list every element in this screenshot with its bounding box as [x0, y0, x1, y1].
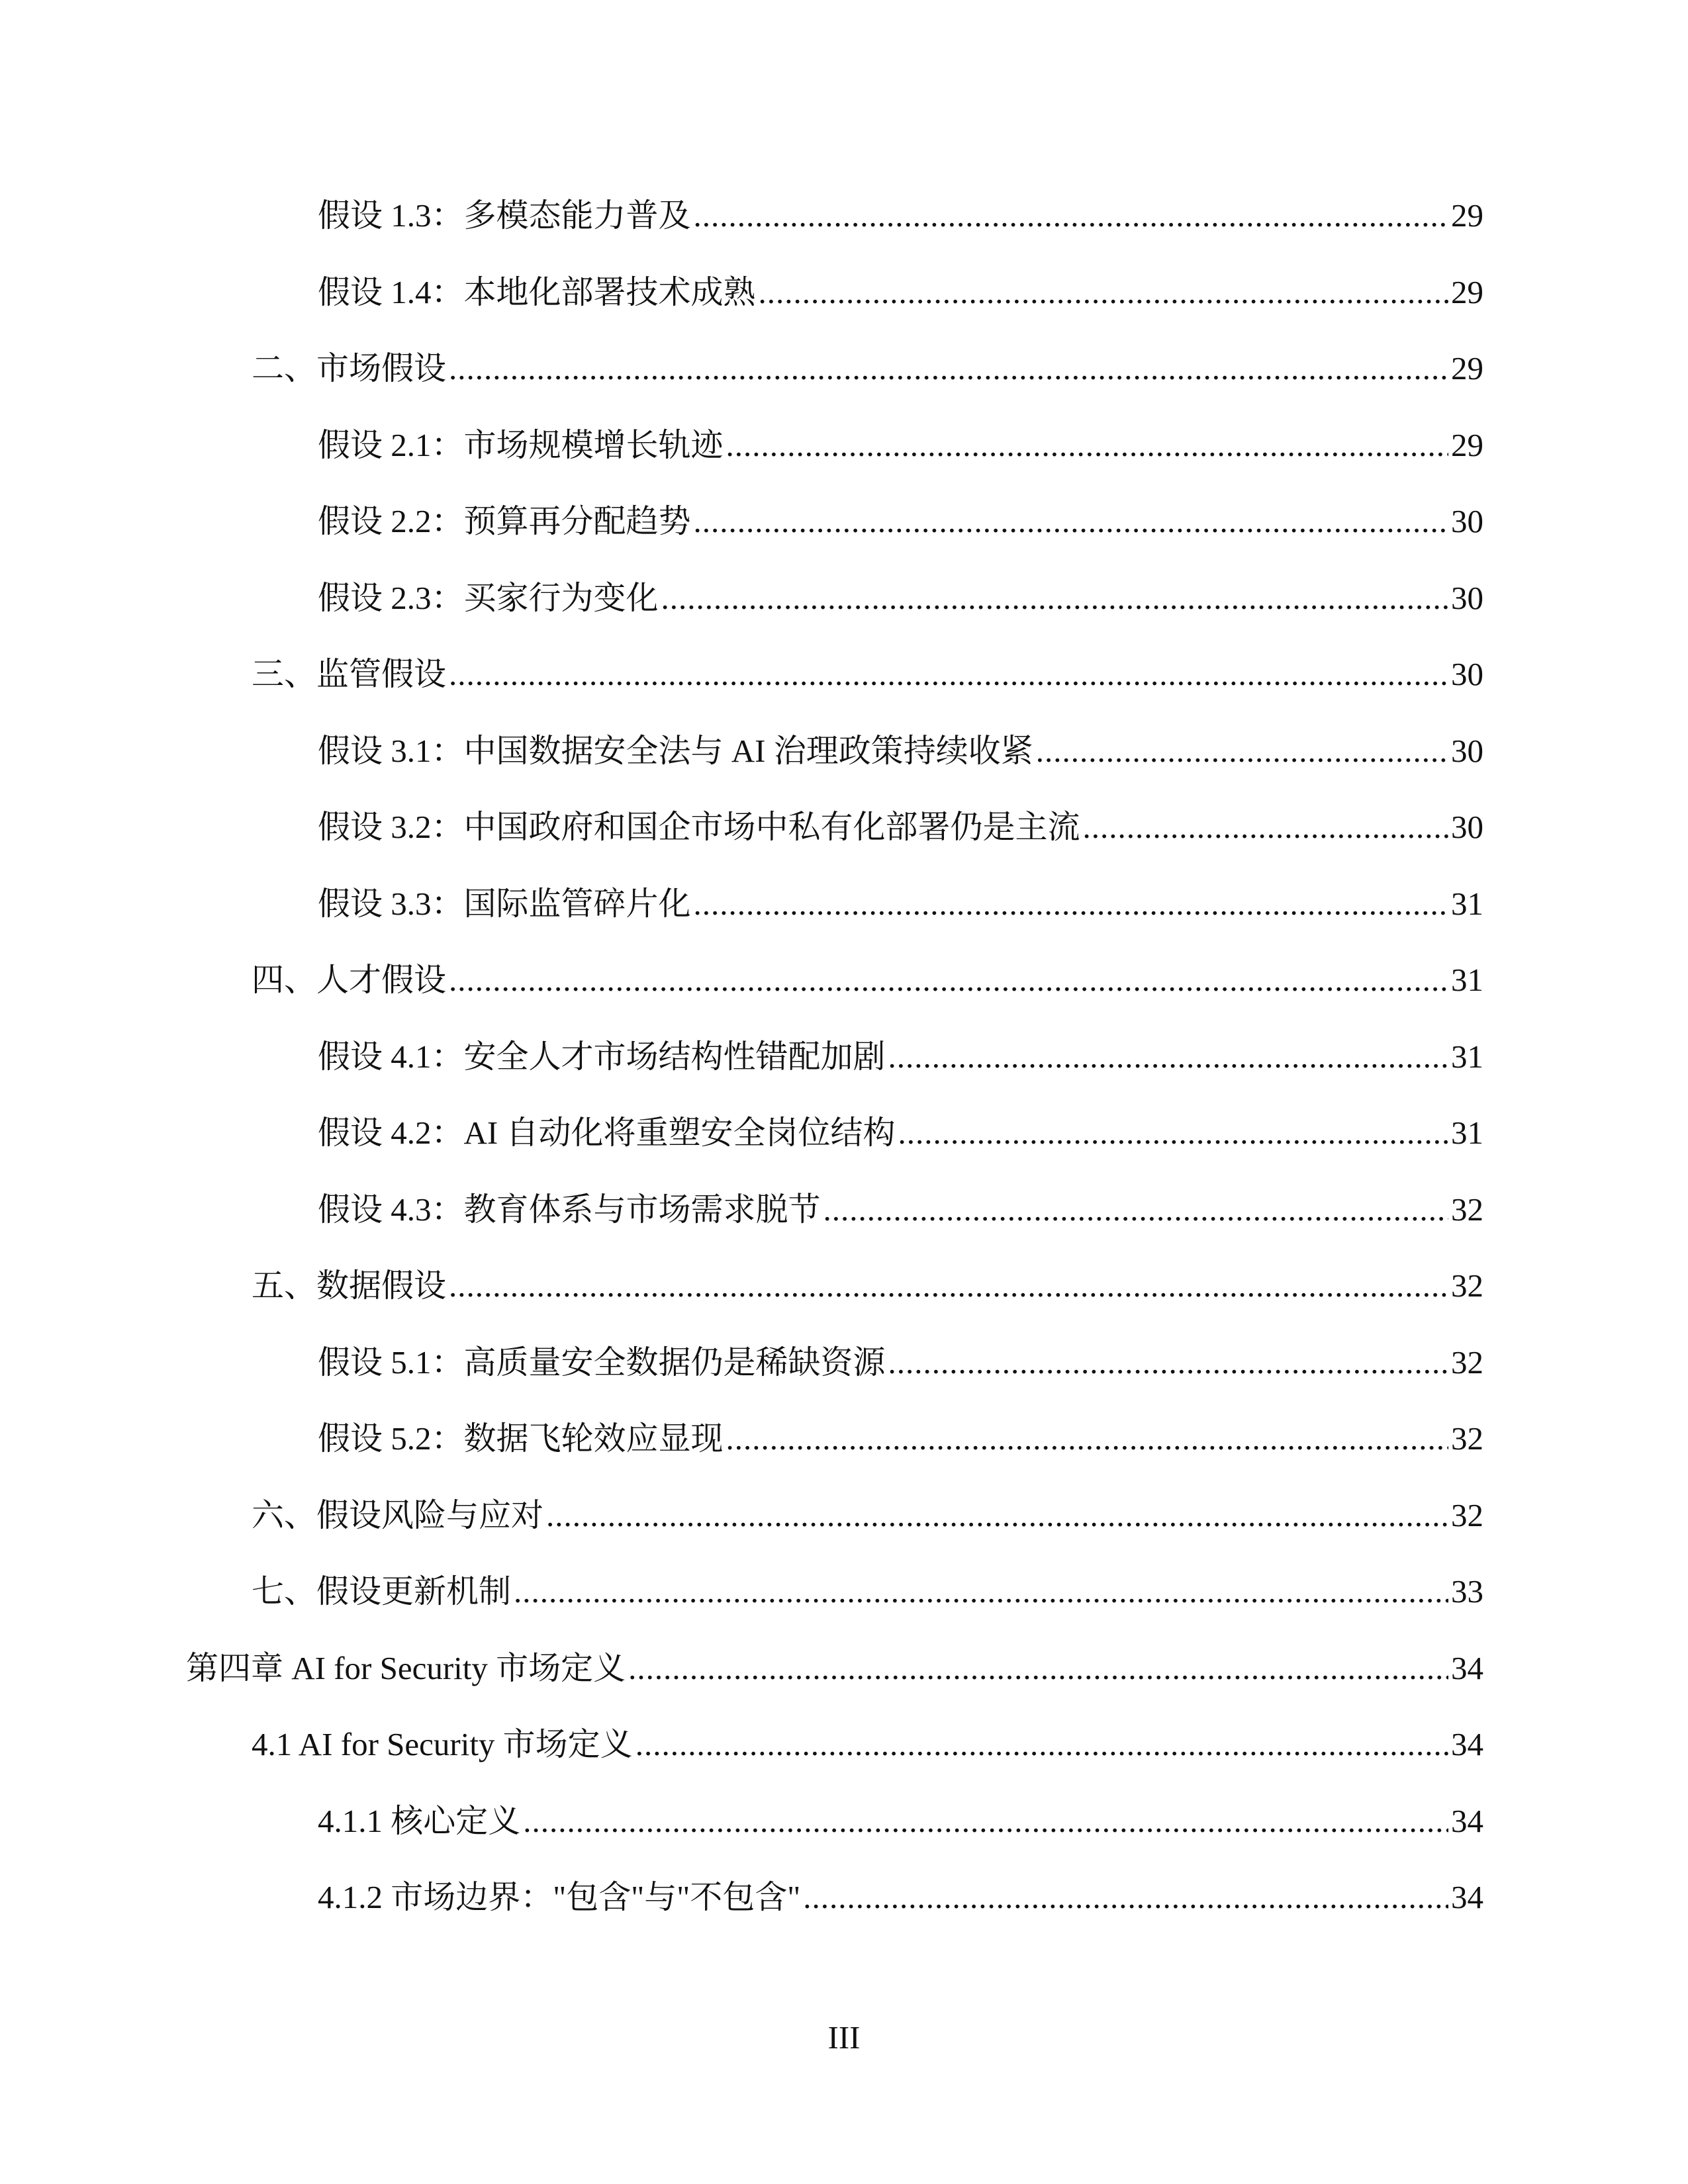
toc-entry[interactable] [252, 942, 1483, 1019]
dot-leader [449, 330, 1448, 407]
dot-leader [759, 254, 1448, 331]
toc-entry-title: 假设 4.2：AI 自动化将重塑安全岗位结构 [318, 1115, 896, 1151]
dot-leader [726, 1400, 1448, 1477]
toc-entry-title: 假设 2.1：市场规模增长轨迹 [318, 426, 724, 463]
dot-leader [449, 942, 1448, 1019]
toc-entry[interactable] [318, 866, 1483, 942]
toc-entry-page-number: 31 [1451, 885, 1483, 922]
toc-entry[interactable] [318, 560, 1483, 637]
toc-entry-title: 假设 1.4：本地化部署技术成熟 [318, 273, 756, 310]
toc-entry-page-number: 32 [1451, 1343, 1483, 1381]
dot-leader [694, 866, 1448, 942]
toc-entry-page-number: 30 [1451, 809, 1483, 845]
toc-entry[interactable] [318, 1400, 1483, 1477]
toc-entry-title: 三、监管假设 [252, 656, 447, 692]
toc-entry-page-number: 30 [1451, 732, 1483, 769]
toc-entry[interactable] [318, 1859, 1483, 1936]
toc-entry-page-number: 32 [1451, 1191, 1483, 1228]
toc-entry[interactable] [318, 254, 1483, 331]
toc-entry[interactable] [252, 330, 1483, 407]
toc-entry[interactable] [318, 713, 1483, 790]
dot-leader [694, 177, 1448, 254]
toc-entry[interactable] [252, 1706, 1483, 1783]
toc-entry-page-number: 34 [1451, 1649, 1483, 1686]
toc-entry-title: 七、假设更新机制 [252, 1573, 512, 1610]
dot-leader [898, 1095, 1448, 1171]
dot-leader [546, 1477, 1448, 1554]
toc-entry-page-number: 34 [1451, 1726, 1483, 1762]
toc-entry-title: 二、市场假设 [252, 350, 447, 387]
toc-entry-title: 第四章 AI for Security 市场定义 [186, 1649, 626, 1686]
toc-entry-page-number: 32 [1451, 1267, 1483, 1304]
toc-entry-page-number: 29 [1451, 273, 1483, 310]
dot-leader [449, 1248, 1448, 1324]
toc-entry-title: 假设 5.1：高质量安全数据仍是稀缺资源 [318, 1343, 886, 1381]
toc-entry-page-number: 31 [1451, 1038, 1483, 1075]
dot-leader [1036, 713, 1448, 790]
toc-entry-title: 假设 4.3：教育体系与市场需求脱节 [318, 1191, 821, 1228]
toc-entry-page-number: 29 [1451, 426, 1483, 463]
toc-entry-page-number: 30 [1451, 579, 1483, 616]
toc-entry-title: 4.1 AI for Security 市场定义 [252, 1726, 633, 1762]
toc-entry-title: 假设 2.3：买家行为变化 [318, 579, 659, 616]
toc-entry[interactable] [252, 1248, 1483, 1324]
dot-leader [726, 407, 1448, 484]
toc-entry-title: 假设 4.1：安全人才市场结构性错配加剧 [318, 1038, 886, 1075]
toc-entry-title: 五、数据假设 [252, 1267, 447, 1304]
toc-entry[interactable] [252, 1477, 1483, 1554]
dot-leader [661, 560, 1448, 637]
toc-entry-page-number: 34 [1451, 1879, 1483, 1915]
dot-leader [628, 1630, 1448, 1707]
toc-entry-page-number: 31 [1451, 1115, 1483, 1151]
toc-entry[interactable] [318, 1783, 1483, 1860]
toc-entry[interactable] [186, 1630, 1483, 1707]
dot-leader [823, 1171, 1448, 1248]
toc-entry[interactable] [318, 483, 1483, 560]
toc-entry-page-number: 29 [1451, 350, 1483, 387]
toc-entry-title: 假设 3.3：国际监管碎片化 [318, 885, 691, 922]
toc-entry-page-number: 30 [1451, 656, 1483, 692]
dot-leader [694, 483, 1448, 560]
toc-entry[interactable] [318, 177, 1483, 254]
toc-entry-title: 4.1.1 核心定义 [318, 1802, 521, 1839]
toc-entry-title: 六、假设风险与应对 [252, 1496, 544, 1533]
toc-entry[interactable] [318, 407, 1483, 484]
toc-entry-title: 假设 2.2：预算再分配趋势 [318, 503, 691, 539]
toc-entry-title: 假设 3.2：中国政府和国企市场中私有化部署仍是主流 [318, 809, 1080, 845]
toc-entry[interactable] [252, 1553, 1483, 1630]
toc-entry-title: 假设 3.1：中国数据安全法与 AI 治理政策持续收紧 [318, 732, 1033, 769]
toc-entry-page-number: 34 [1451, 1802, 1483, 1839]
dot-leader [888, 1019, 1448, 1095]
toc-entry[interactable] [318, 1019, 1483, 1095]
toc-entry-page-number: 29 [1451, 197, 1483, 234]
toc-entry[interactable] [252, 636, 1483, 713]
toc-entry-title: 四、人才假设 [252, 962, 447, 998]
toc-entry-title: 假设 1.3：多模态能力普及 [318, 197, 691, 234]
toc-entry-title: 4.1.2 市场边界："包含"与"不包含" [318, 1879, 801, 1915]
dot-leader [449, 636, 1448, 713]
dot-leader [514, 1553, 1448, 1630]
toc-entry[interactable] [318, 1095, 1483, 1171]
toc-entry-page-number: 32 [1451, 1496, 1483, 1533]
dot-leader [1083, 789, 1448, 866]
dot-leader [888, 1324, 1448, 1401]
page-number: III [827, 2019, 861, 2056]
toc-entry-page-number: 30 [1451, 503, 1483, 539]
table-of-contents [0, 177, 1688, 1936]
toc-entry-page-number: 31 [1451, 962, 1483, 998]
toc-entry-page-number: 33 [1451, 1573, 1483, 1610]
dot-leader [803, 1859, 1448, 1936]
toc-entry[interactable] [318, 789, 1483, 866]
toc-entry[interactable] [318, 1324, 1483, 1401]
toc-entry[interactable] [318, 1171, 1483, 1248]
dot-leader [635, 1706, 1448, 1783]
toc-entry-page-number: 32 [1451, 1420, 1483, 1457]
dot-leader [523, 1783, 1448, 1860]
toc-entry-title: 假设 5.2：数据飞轮效应显现 [318, 1420, 724, 1457]
